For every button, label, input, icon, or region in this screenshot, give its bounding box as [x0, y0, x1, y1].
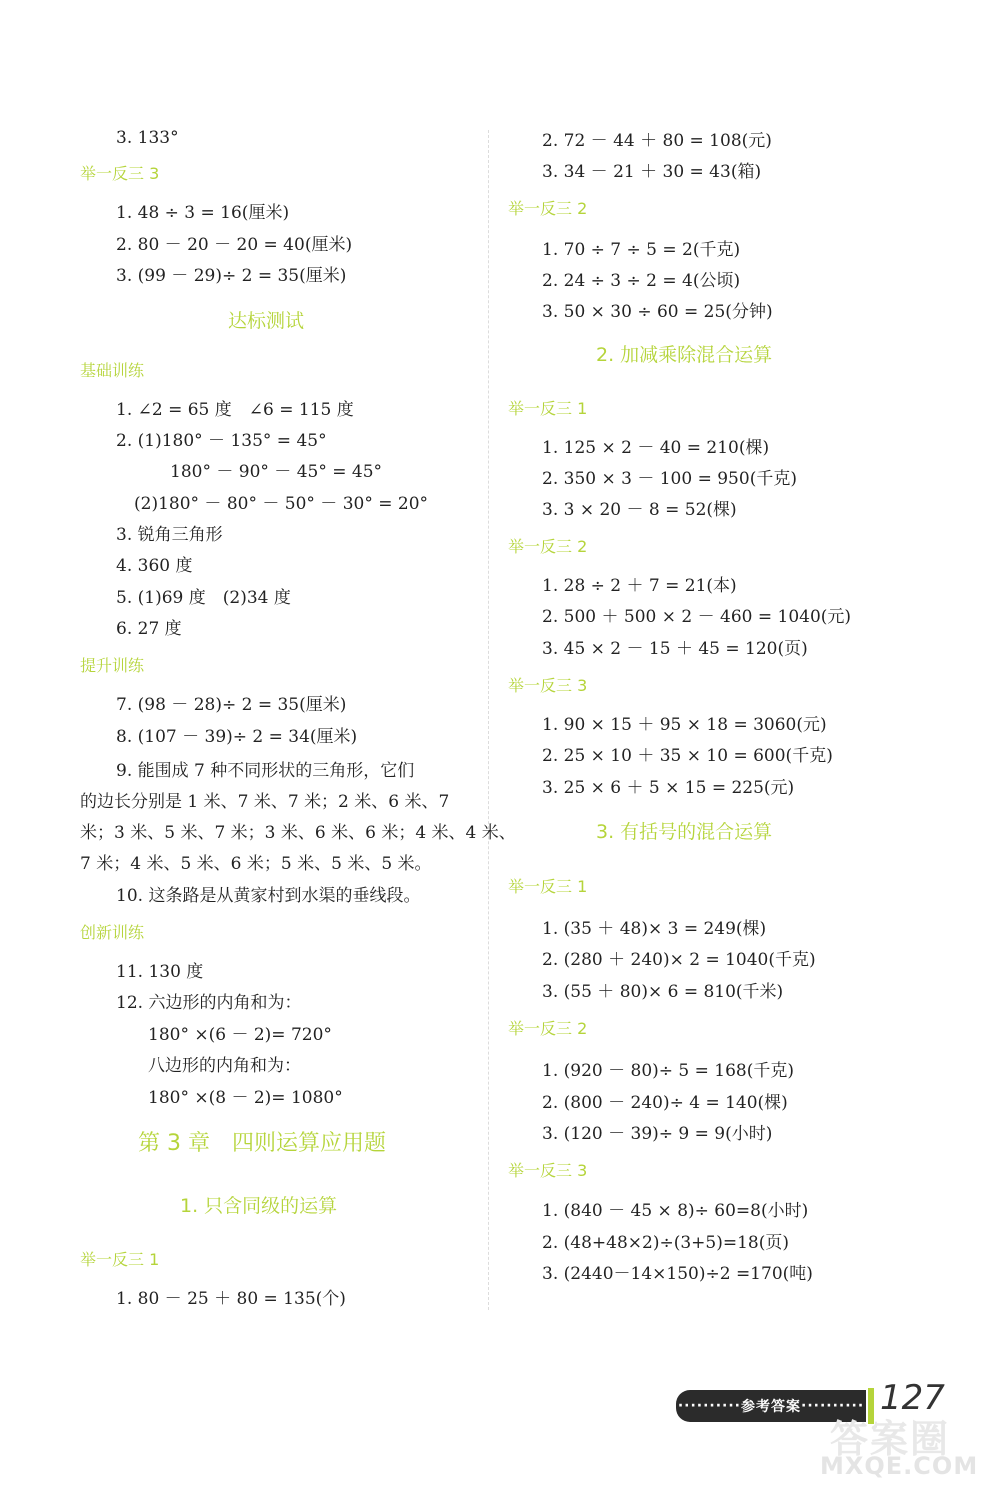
answer-line: 2. 500 ＋ 500 × 2 － 460 = 1040(元): [542, 607, 852, 627]
section-heading: 举一反三 3: [508, 676, 588, 695]
section-heading: 提升训练: [80, 656, 145, 675]
answer-line: 3. 133°: [116, 128, 179, 148]
answer-line: 11. 130 度: [116, 962, 204, 982]
answer-line: 2. 350 × 3 － 100 = 950(千克): [542, 469, 797, 489]
answer-line: 3. 锐角三角形: [116, 525, 223, 545]
answer-line: 2. (800 － 240)÷ 4 = 140(棵): [542, 1093, 788, 1113]
answer-line: 7 米；4 米、5 米、6 米；5 米、5 米、5 米。: [80, 854, 432, 874]
answer-line: 1. ∠2 = 65 度 ∠6 = 115 度: [116, 400, 354, 420]
answer-line: 3. (120 － 39)÷ 9 = 9(小时): [542, 1124, 773, 1144]
answer-line: 2. 80 － 20 － 20 = 40(厘米): [116, 235, 353, 255]
answer-line: 八边形的内角和为：: [148, 1056, 301, 1076]
watermark-text: MXQE.COM: [820, 1452, 979, 1480]
answer-line: 2. (48+48×2)÷(3+5)=18(页): [542, 1233, 789, 1253]
answer-line: 5. (1)69 度 (2)34 度: [116, 588, 291, 608]
answer-line: 7. (98 － 28)÷ 2 = 35(厘米): [116, 695, 347, 715]
answer-line: 3. (2440－14×150)÷2 =170(吨): [542, 1264, 813, 1284]
answer-line: 180° ×(6 － 2)= 720°: [148, 1025, 332, 1045]
section-heading: 举一反三 1: [80, 1250, 160, 1269]
answer-line: 2. (280 ＋ 240)× 2 = 1040(千克): [542, 950, 816, 970]
section-heading: 举一反三 2: [508, 1019, 588, 1038]
answer-line: (2)180° － 80° － 50° － 30° = 20°: [134, 494, 429, 514]
answer-line: 3. (55 ＋ 80)× 6 = 810(千米): [542, 982, 784, 1002]
answer-line: 3. 3 × 20 － 8 = 52(棵): [542, 500, 737, 520]
answer-line: 2. 25 × 10 ＋ 35 × 10 = 600(千克): [542, 746, 833, 766]
answer-line: 1. 28 ÷ 2 ＋ 7 = 21(本): [542, 576, 737, 596]
answer-line: 1. 90 × 15 ＋ 95 × 18 = 3060(元): [542, 715, 827, 735]
section-heading: 创新训练: [80, 923, 145, 942]
section-heading: 举一反三 2: [508, 199, 588, 218]
answer-line: 1. (35 ＋ 48)× 3 = 249(棵): [542, 919, 767, 939]
answer-line: 3. 25 × 6 ＋ 5 × 15 = 225(元): [542, 778, 795, 798]
chapter-title: 第 3 章 四则运算应用题: [138, 1131, 386, 1156]
answer-line: 1. (840 － 45 × 8)÷ 60=8(小时): [542, 1201, 809, 1221]
section-heading: 举一反三 1: [508, 399, 588, 418]
footer-dots: ··········: [801, 1398, 865, 1414]
answer-line: 2. 24 ÷ 3 ÷ 2 = 4(公顷): [542, 271, 741, 291]
answer-line: 1. (920 － 80)÷ 5 = 168(千克): [542, 1061, 795, 1081]
answer-line: 1. 48 ÷ 3 = 16(厘米): [116, 203, 290, 223]
section-title: 3. 有括号的混合运算: [596, 821, 773, 843]
answer-line: 1. 80 － 25 ＋ 80 = 135(个): [116, 1289, 346, 1309]
section-heading: 举一反三 3: [80, 164, 160, 183]
answer-line: 3. 50 × 30 ÷ 60 = 25(分钟): [542, 302, 773, 322]
answer-line: 3. 45 × 2 － 15 ＋ 45 = 120(页): [542, 639, 808, 659]
answer-line: 3. (99 － 29)÷ 2 = 35(厘米): [116, 266, 347, 286]
answer-line: 的边长分别是 1 米、7 米、7 米；2 米、6 米、7: [80, 792, 450, 812]
section-title: 达标测试: [228, 310, 305, 332]
answer-line: 10. 这条路是从黄家村到水渠的垂线段。: [116, 886, 421, 906]
column-divider: [488, 130, 489, 1310]
answer-line: 3. 34 － 21 ＋ 30 = 43(箱): [542, 162, 762, 182]
watermark-logo: 答案圈: [830, 1417, 951, 1461]
footer-dots: ··········: [677, 1398, 741, 1414]
answer-line: 米；3 米、5 米、7 米；3 米、6 米、6 米；4 米、4 米、: [80, 823, 516, 843]
answer-line: 2. (1)180° － 135° = 45°: [116, 431, 327, 451]
answer-line: 180° － 90° － 45° = 45°: [170, 462, 383, 482]
answer-line: 1. 70 ÷ 7 ÷ 5 = 2(千克): [542, 240, 741, 260]
section-title: 2. 加减乘除混合运算: [596, 344, 773, 366]
answer-line: 4. 360 度: [116, 556, 193, 576]
answer-line: 9. 能围成 7 种不同形状的三角形，它们: [116, 761, 415, 781]
answer-line: 2. 72 － 44 ＋ 80 = 108(元): [542, 131, 772, 151]
answer-line: 1. 125 × 2 － 40 = 210(棵): [542, 438, 770, 458]
answer-line: 6. 27 度: [116, 619, 182, 639]
section-heading: 举一反三 3: [508, 1161, 588, 1180]
section-heading: 举一反三 2: [508, 537, 588, 556]
section-heading: 基础训练: [80, 361, 145, 380]
section-heading: 举一反三 1: [508, 877, 588, 896]
answer-line: 12. 六边形的内角和为：: [116, 993, 302, 1013]
answer-line: 180° ×(8 － 2)= 1080°: [148, 1088, 343, 1108]
section-title: 1. 只含同级的运算: [180, 1195, 338, 1217]
footer-label: 参考答案: [741, 1399, 801, 1415]
answer-line: 8. (107 － 39)÷ 2 = 34(厘米): [116, 727, 358, 747]
page-number: 127: [880, 1378, 945, 1418]
